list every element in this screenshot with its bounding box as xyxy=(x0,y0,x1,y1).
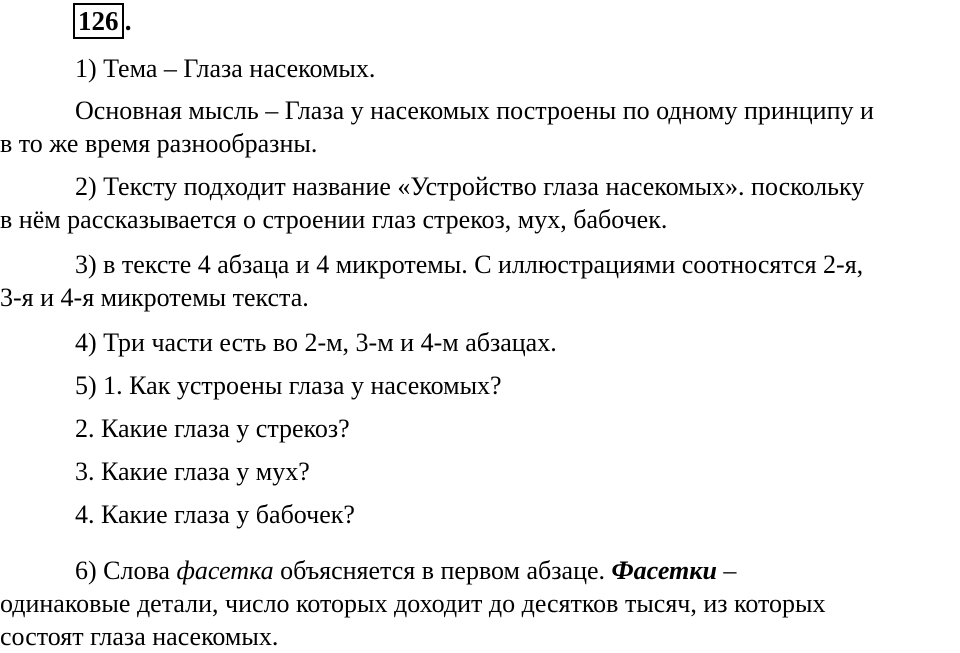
question-item-3: 3. Какие глаза у мух? xyxy=(75,457,310,486)
answer-6-line-2: одинаковые детали, число которых доходит до десятков тысяч, из которых xyxy=(0,589,826,618)
answer-6-prefix: 6) Слова xyxy=(75,556,177,585)
question-item-1: 5) 1. Как устроены глаза у насекомых? xyxy=(75,371,502,400)
term-bold-italic: Фасетки xyxy=(611,556,717,585)
term-italic: фасетка xyxy=(176,556,274,585)
exercise-number-dot: . xyxy=(124,6,132,36)
answer-6-line-1 xyxy=(75,555,736,587)
answer-main-idea-line-1: Основная мысль – Глаза у насекомых построены по одному принципу и xyxy=(75,96,874,125)
answer-main-idea-line-2: в то же время разнообразны. xyxy=(0,129,318,158)
question-item-4: 4. Какие глаза у бабочек? xyxy=(75,500,355,529)
answer-3-line-2: 3-я и 4-я микротемы текста. xyxy=(0,283,309,312)
question-item-2: 2. Какие глаза у стрекоз? xyxy=(75,414,350,443)
answer-1-theme: 1) Тема – Глаза насекомых. xyxy=(75,54,376,83)
answer-6-dash: – xyxy=(716,556,737,585)
answer-6-line-3: состоят глаза насекомых. xyxy=(0,622,279,651)
answer-2-line-1: 2) Тексту подходит название «Устройство глаза насекомых». поскольку xyxy=(75,172,865,201)
answer-2-line-2: в нём рассказывается о строении глаз стрекоз, мух, бабочек. xyxy=(0,205,668,234)
exercise-number: 126 xyxy=(78,6,119,36)
answer-3-line-1: 3) в тексте 4 абзаца и 4 микротемы. С иллюстрациями соотносятся 2-я, xyxy=(75,250,864,279)
answer-4: 4) Три части есть во 2-м, 3-м и 4-м абзацах. xyxy=(75,328,557,357)
exercise-number-box xyxy=(73,3,132,39)
answer-6-middle: объясняется в первом абзаце. xyxy=(273,556,612,585)
